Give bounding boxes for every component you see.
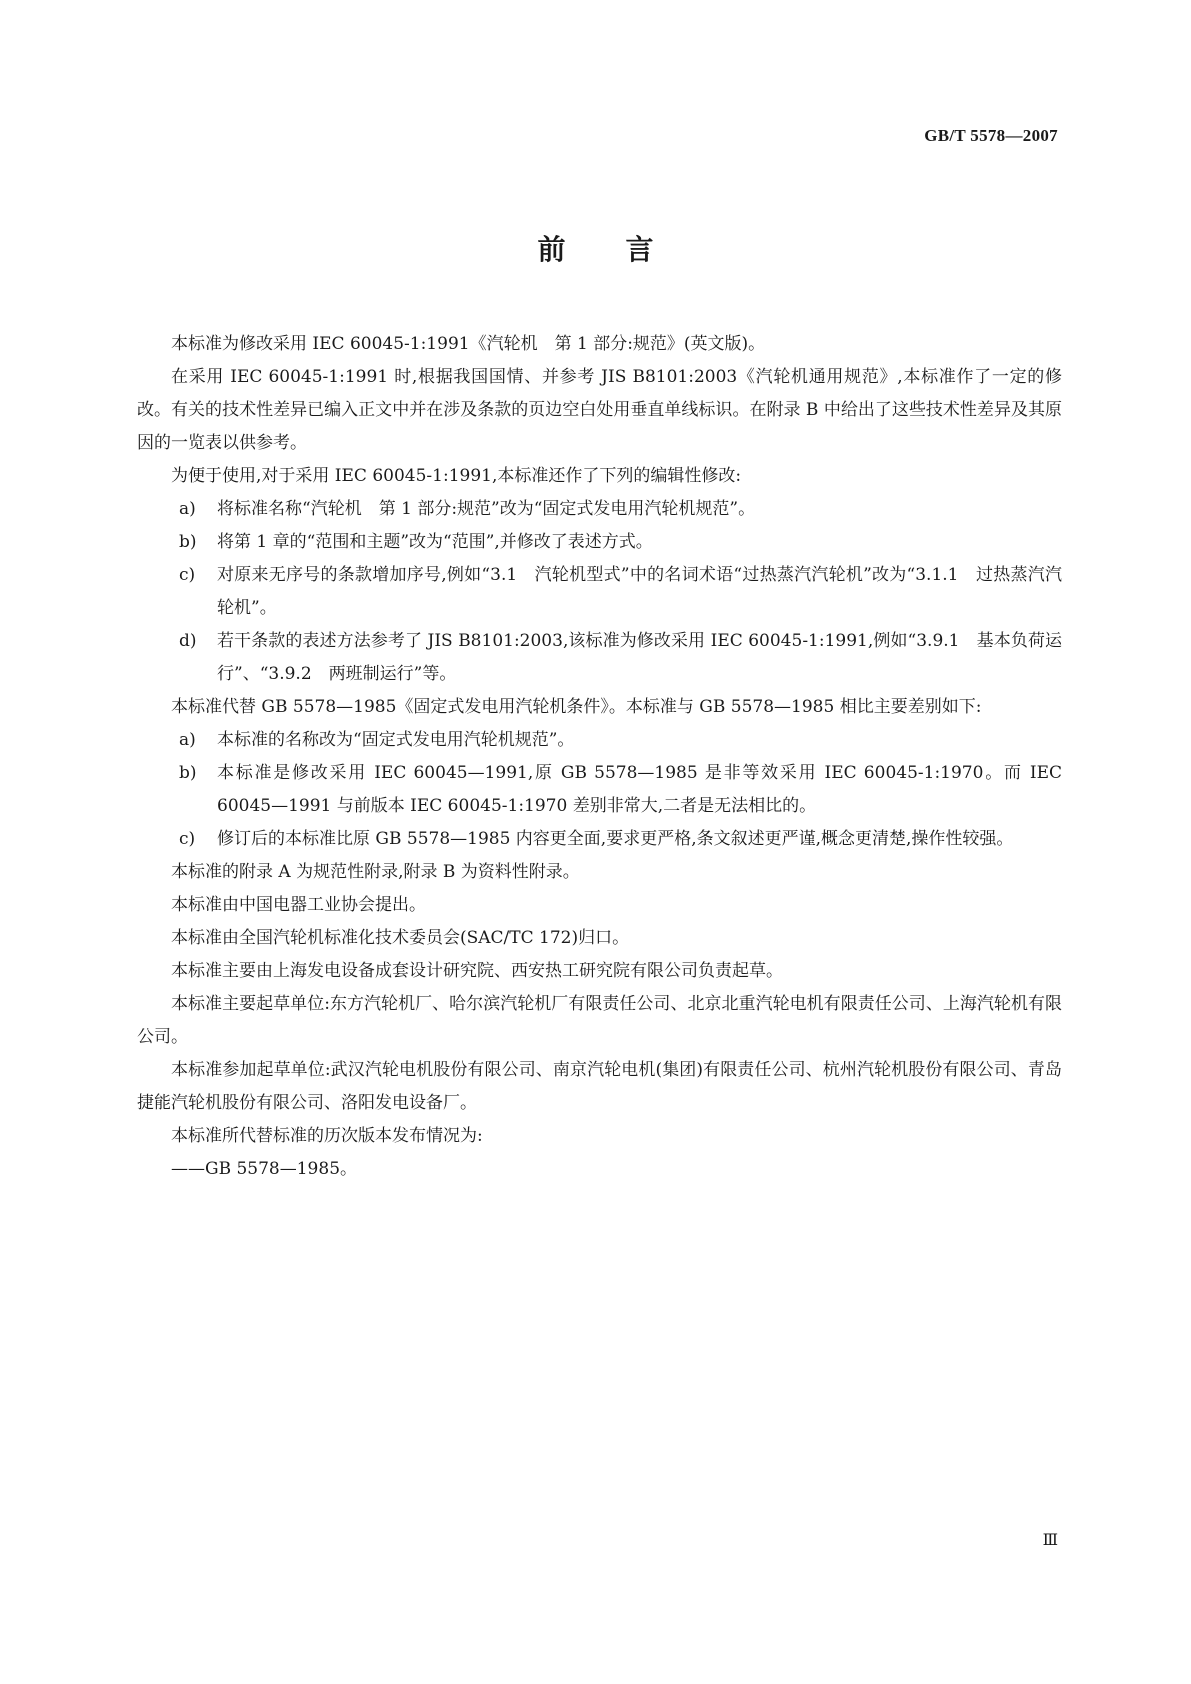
list-marker: d)	[179, 631, 197, 651]
list-item-text: 本标准的名称改为“固定式发电用汽轮机规范”。	[217, 730, 575, 750]
paragraph: ——GB 5578—1985。	[171, 1159, 358, 1179]
list-item-text: 本标准是修改采用 IEC 60045—1991,原 GB 5578—1985 是非等效采用 IEC 60045-1:1970。而 IEC 60045—1991 与前版本 IEC 60045-1:1970 差别非常大,二者是无法相比的。	[217, 763, 1062, 816]
list-item	[137, 559, 1062, 625]
paragraph: 本标准由中国电器工业协会提出。	[171, 895, 426, 915]
list-item	[137, 757, 1062, 823]
page-title: 前言	[537, 233, 714, 266]
paragraph: 本标准由全国汽轮机标准化技术委员会(SAC/TC 172)归口。	[171, 928, 630, 948]
paragraph: 本标准为修改采用 IEC 60045-1:1991《汽轮机 第 1 部分:规范》(英文版)。	[171, 334, 766, 354]
list-marker: b)	[179, 532, 197, 552]
list-marker: c)	[179, 565, 196, 585]
paragraph: 本标准主要起草单位:东方汽轮机厂、哈尔滨汽轮机厂有限责任公司、北京北重汽轮电机有限责任公司、上海汽轮机有限公司。	[137, 994, 1062, 1047]
paragraph: 本标准的附录 A 为规范性附录,附录 B 为资料性附录。	[171, 862, 580, 882]
list-item-text: 将标准名称“汽轮机 第 1 部分:规范”改为“固定式发电用汽轮机规范”。	[217, 499, 756, 519]
list-item	[137, 625, 1062, 691]
standard-code: GB/T 5578—2007	[924, 126, 1058, 145]
list-item	[137, 724, 1062, 757]
list-item	[137, 823, 1062, 856]
list-item-text: 对原来无序号的条款增加序号,例如“3.1 汽轮机型式”中的名词术语“过热蒸汽汽轮机”改为“3.1.1 过热蒸汽汽轮机”。	[217, 565, 1062, 618]
list-item-text: 修订后的本标准比原 GB 5578—1985 内容更全面,要求更严格,条文叙述更严谨,概念更清楚,操作性较强。	[217, 829, 1014, 849]
list-marker: a)	[179, 499, 196, 519]
list-marker: a)	[179, 730, 196, 750]
list-marker: b)	[179, 763, 197, 783]
list-item	[137, 493, 1062, 526]
paragraph: 本标准主要由上海发电设备成套设计研究院、西安热工研究院有限公司负责起草。	[171, 961, 783, 981]
list-item-text: 若干条款的表述方法参考了 JIS B8101:2003,该标准为修改采用 IEC 60045-1:1991,例如“3.9.1 基本负荷运行”、“3.9.2 两班制运行”等。	[217, 631, 1062, 684]
paragraph: 本标准代替 GB 5578—1985《固定式发电用汽轮机条件》。本标准与 GB 5578—1985 相比主要差别如下:	[171, 697, 982, 717]
paragraph: 本标准所代替标准的历次版本发布情况为:	[171, 1126, 483, 1146]
list-marker: c)	[179, 829, 196, 849]
paragraph: 本标准参加起草单位:武汉汽轮电机股份有限公司、南京汽轮电机(集团)有限责任公司、杭州汽轮机股份有限公司、青岛捷能汽轮机股份有限公司、洛阳发电设备厂。	[137, 1060, 1062, 1113]
paragraph: 为便于使用,对于采用 IEC 60045-1:1991,本标准还作了下列的编辑性修改:	[171, 466, 742, 486]
list-item	[137, 526, 1062, 559]
document-body	[137, 328, 1062, 1186]
list-item-text: 将第 1 章的“范围和主题”改为“范围”,并修改了表述方式。	[217, 532, 653, 552]
paragraph: 在采用 IEC 60045-1:1991 时,根据我国国情、并参考 JIS B8101:2003《汽轮机通用规范》,本标准作了一定的修改。有关的技术性差异已编入正文中并在涉及条款的页边空白处用垂直单线标识。在附录 B 中给出了这些技术性差异及其原因的一览表以供参考。	[137, 367, 1062, 453]
page-number: Ⅲ	[1042, 1532, 1058, 1549]
